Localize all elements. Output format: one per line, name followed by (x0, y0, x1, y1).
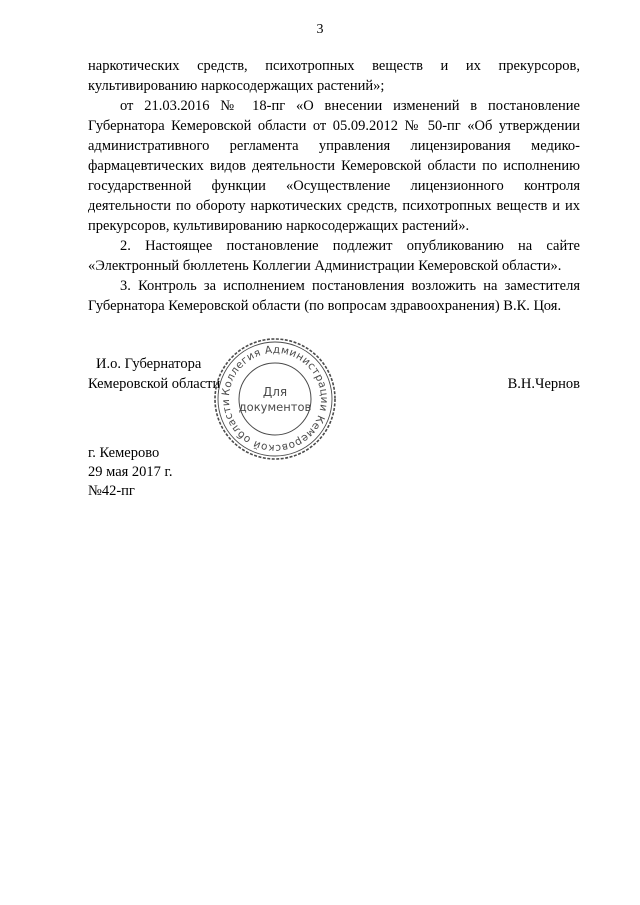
stamp-center-line-2: документов (238, 400, 312, 414)
page-number: 3 (316, 22, 324, 37)
stamp-outer-ring-inner (218, 342, 332, 456)
paragraph-control: 3. Контроль за исполнением постановления возложить на заместителя Губернатора Кемеровской области (по вопросам здравоохранения) В.К. Цоя. (88, 278, 580, 314)
stamp-center-line-1: Для (262, 385, 288, 399)
paragraph-publication: 2. Настоящее постановление подлежит опубликованию на сайте «Электронный бюллетень Коллегии Администрации Кемеровской области». (88, 238, 580, 274)
stamp-ring-text-path: Коллегия Администрации Кемеровской области (219, 343, 331, 455)
issue-date: 29 мая 2017 г. (88, 464, 173, 480)
document-body (88, 56, 580, 316)
signatory-position-line-2: Кемеровской области (88, 376, 221, 392)
stamp-outer-ring (215, 339, 335, 459)
document-details (88, 444, 173, 501)
official-stamp (212, 336, 338, 462)
signatory-name: В.Н.Чернов (507, 376, 580, 392)
signatory-position-line-1: И.о. Губернатора (96, 356, 202, 372)
paragraph-continuation: наркотических средств, психотропных веществ и их прекурсоров, культивированию наркосодержащих растений»; (88, 58, 580, 94)
paragraph-amendment: от 21.03.2016 № 18-пг «О внесении изменений в постановление Губернатора Кемеровской области от 05.09.2012 № 50-пг «Об утверждении административного регламента управления лицензирования медико-фармацевтических видов деятельности Кемеровской области по исполнению государственной функции «Осуществление лицензионного контроля деятельности по обороту наркотических средств, психотропных веществ и их прекурсоров, культивированию наркосодержащих растений». (88, 98, 580, 234)
stamp-inner-ring (239, 363, 311, 435)
stamp-seal-graphic (212, 336, 338, 462)
document-number: №42-пг (88, 483, 135, 499)
issue-city: г. Кемерово (88, 445, 160, 461)
